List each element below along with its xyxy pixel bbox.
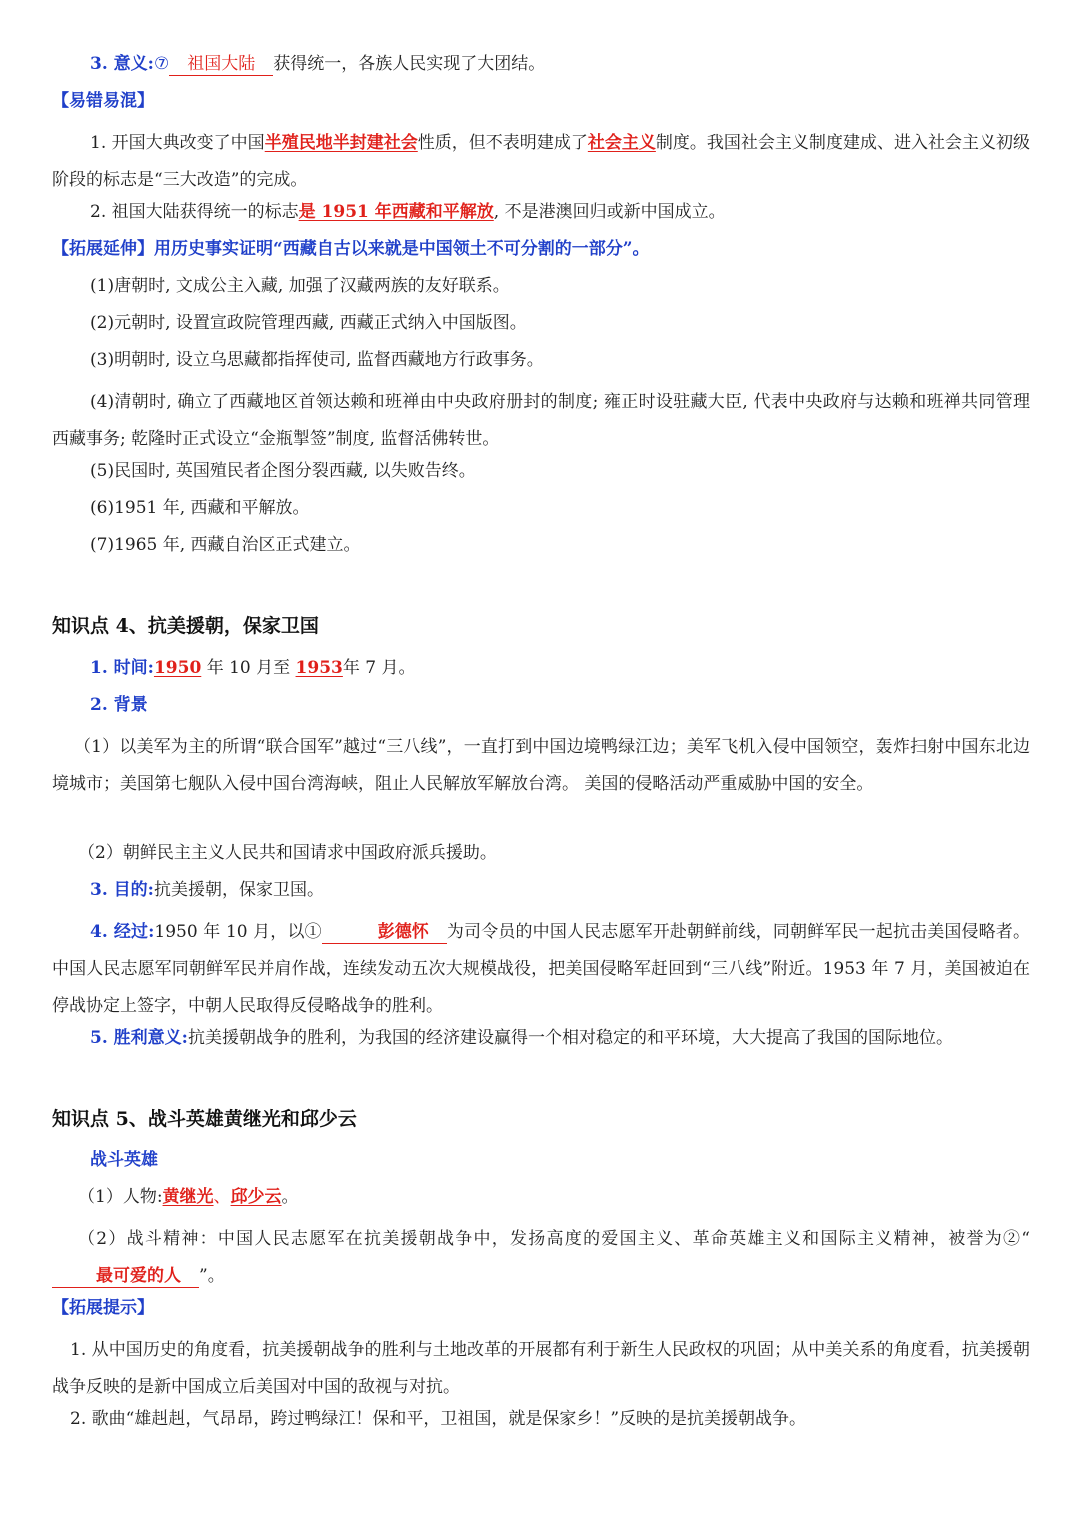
answer-blank-2: 最可爱的人 [52,1265,199,1288]
tips-point-2: 2. 歌曲“雄赳赳，气昂昂，跨过鸭绿江！保和平，卫祖国，就是保家乡！”反映的是抗美援朝战争。 [70,1409,807,1429]
kp4-victory: 5. 胜利意义:抗美援朝战争的胜利，为我国的经济建设赢得一个相对稳定的和平环境，大大提高了我国的国际地位。 [90,1028,953,1048]
kp5-subtitle: 战斗英雄 [90,1150,158,1170]
answer-year: 1950 [153,658,202,678]
kp4-process: 4. 经过:1950 年 10 月，以① 彭德怀 为司令员的中国人民志愿军开赴朝鲜前线，同朝鲜军民一起抗击美国侵略者。中国人民志愿军同朝鲜军民并肩作战，连续发动五次大规模战役，把美国侵略军赶回到“三八线”附近。1953 年 7 月，美国被迫在停战协定上签字，中朝人民取得反侵略战争的胜利。 [52,922,1030,1016]
knowledge-point-5-title: 知识点 5、战斗英雄黄继光和邱少云 [52,1108,357,1130]
hero-name: 黄继光 [162,1187,214,1207]
confusion-point-1: 1. 开国大典改变了中国半殖民地半封建社会性质，但不表明建成了社会主义制度。我国社会主义制度建成、进入社会主义初级阶段的标志是“三大改造”的完成。 [52,133,1031,190]
extension-item: (3)明朝时, 设立乌思藏都指挥使司, 监督西藏地方行政事务。 [90,350,544,370]
extension-item: (1)唐朝时, 文成公主入藏, 加强了汉藏两族的友好联系。 [90,276,510,296]
significance-text: 获得统一，各族人民实现了大团结。 [273,54,546,74]
kp4-background-2: （2）朝鲜民主主义人民共和国请求中国政府派兵援助。 [78,843,497,863]
confusion-title: 【易错易混】 [52,91,154,111]
circle-number: ⑦ [153,54,170,74]
significance-label: 3. 意义: [90,54,154,74]
kp4-background-label: 2. 背景 [90,695,148,715]
knowledge-point-4-title: 知识点 4、抗美援朝，保家卫国 [52,615,319,637]
tips-point-1: 1. 从中国历史的角度看，抗美援朝战争的胜利与土地改革的开展都有利于新生人民政权的巩固；从中美关系的角度看，抗美援朝战争反映的是新中国成立后美国对中国的敌视与对抗。 [52,1340,1030,1397]
extension-item: (7)1965 年, 西藏自治区正式建立。 [90,535,361,555]
confusion-point-2: 2. 祖国大陆获得统一的标志是 1951 年西藏和平解放, 不是港澳回归或新中国成立。 [90,202,726,222]
red-term: 是 1951 年西藏和平解放 [298,202,494,222]
kp4-background-1: （1）以美军为主的所谓“联合国军”越过“三八线”，一直打到中国边境鸭绿江边；美军飞机入侵中国领空，轰炸扫射中国东北边境城市；美国第七舰队入侵中国台湾海峡，阻止人民解放军解放台湾。 美国的侵略活动严重威胁中国的安全。 [52,737,1030,794]
red-term: 社会主义 [587,133,656,153]
answer-blank-7: 祖国大陆 [169,53,273,76]
answer-blank-1: 彭德怀 [322,921,447,944]
kp5-spirit: （2）战斗精神：中国人民志愿军在抗美援朝战争中，发扬高度的爱国主义、革命英雄主义和国际主义精神，被誉为②“最可爱的人 ”。 [52,1221,1030,1295]
extension-item: (6)1951 年, 西藏和平解放。 [90,498,310,518]
extension-item: (4)清朝时, 确立了西藏地区首领达赖和班禅由中央政府册封的制度; 雍正时设驻藏大臣, 代表中央政府与达赖和班禅共同管理西藏事务; 乾隆时正式设立“金瓶掣签”制度, 监督活佛转世。 [52,392,1030,449]
kp5-people: （1）人物:黄继光、邱少云。 [78,1187,299,1207]
extension-item: (5)民国时, 英国殖民者企图分裂西藏, 以失败告终。 [90,461,476,481]
kp4-time: 1. 时间:1950 年 10 月至 1953年 7 月。 [90,658,416,678]
extension-item: (2)元朝时, 设置宣政院管理西藏, 西藏正式纳入中国版图。 [90,313,527,333]
kp4-purpose: 3. 目的:抗美援朝，保家卫国。 [90,880,324,900]
tips-title: 【拓展提示】 [52,1298,154,1318]
significance-line [90,51,1030,77]
hero-name: 邱少云 [230,1187,282,1207]
answer-year: 1953 [295,658,343,678]
red-term: 半殖民地半封建社会 [264,133,418,153]
extension-title: 【拓展延伸】用历史事实证明“西藏自古以来就是中国领土不可分割的一部分”。 [52,239,650,259]
